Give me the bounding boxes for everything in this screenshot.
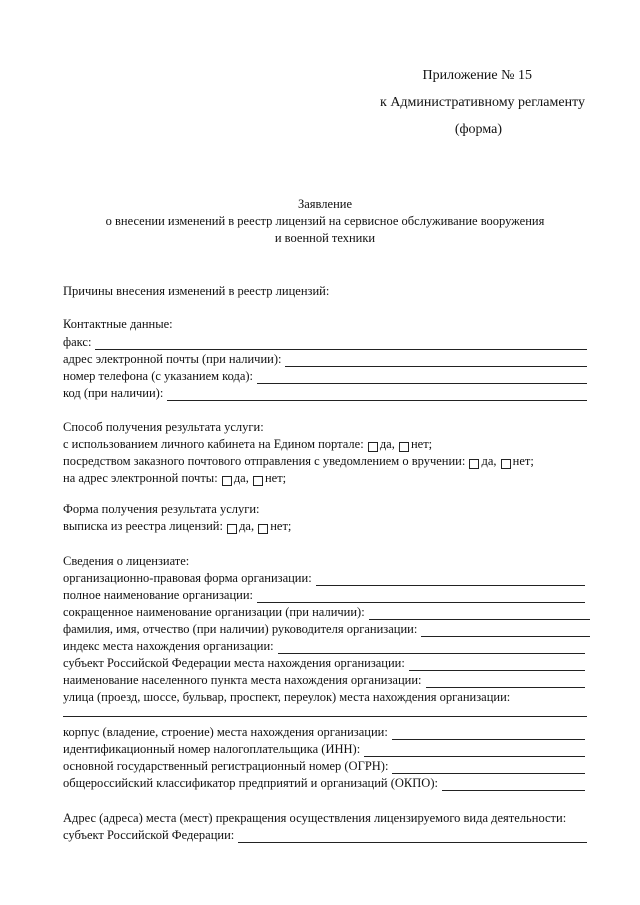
appendix-regulation: к Административному регламенту <box>380 95 585 110</box>
org-street-line[interactable] <box>63 716 587 717</box>
termination-region-line[interactable] <box>238 830 587 843</box>
code-line[interactable] <box>167 388 587 401</box>
phone-field[interactable] <box>63 368 587 384</box>
email-label: адрес электронной почты (при наличии): <box>63 352 282 366</box>
title-line-1: Заявление <box>297 197 352 211</box>
reasons-heading: Причины внесения изменений в реестр лицензий: <box>63 284 330 298</box>
method-option-mail: посредством заказного почтового отправления с уведомлением о вручении: да, нет; <box>63 454 534 468</box>
mail-no-checkbox[interactable] <box>501 459 511 469</box>
portal-no-checkbox[interactable] <box>399 442 409 452</box>
document-title <box>64 196 586 247</box>
form-result-extract: выписка из реестра лицензий: да, нет; <box>63 519 292 533</box>
org-okpo-field[interactable]: общероссийский классификатор предприятий и организаций (ОКПО): <box>63 775 585 791</box>
org-inn-line[interactable] <box>364 744 585 757</box>
extract-yes-checkbox[interactable] <box>227 524 237 534</box>
email-line[interactable] <box>285 354 587 367</box>
org-legal-form-field[interactable]: организационно-правовая форма организации: <box>63 570 585 586</box>
org-ogrn-line[interactable] <box>392 761 585 774</box>
org-locality-line[interactable] <box>426 675 585 688</box>
org-region-field[interactable]: субъект Российской Федерации места нахождения организации: <box>63 655 585 671</box>
licensee-heading: Сведения о лицензиате: <box>63 554 190 568</box>
org-full-name-line[interactable] <box>257 590 585 603</box>
org-short-name-line[interactable] <box>369 607 590 620</box>
code-label: код (при наличии): <box>63 386 164 400</box>
email-yes-checkbox[interactable] <box>222 476 232 486</box>
email-no-checkbox[interactable] <box>253 476 263 486</box>
contacts-heading: Контактные данные: <box>63 317 173 331</box>
org-building-line[interactable] <box>392 727 585 740</box>
org-region-line[interactable] <box>409 658 585 671</box>
phone-line[interactable] <box>257 371 587 384</box>
method-heading: Способ получения результата услуги: <box>63 420 264 434</box>
termination-region-field[interactable]: субъект Российской Федерации: <box>63 827 587 843</box>
fax-line[interactable] <box>95 337 587 350</box>
method-option-portal: с использованием личного кабинета на Едином портале: да, нет; <box>63 437 433 451</box>
form-label: (форма) <box>454 122 502 137</box>
title-line-2: о внесении изменений в реестр лицензий на сервисное обслуживание вооружения <box>105 214 545 228</box>
title-line-3: и военной техники <box>274 231 376 245</box>
org-ogrn-field[interactable]: основной государственный регистрационный номер (ОГРН): <box>63 758 585 774</box>
method-option-email: на адрес электронной почты: да, нет; <box>63 471 287 485</box>
appendix-number: Приложение № 15 <box>422 68 532 83</box>
org-head-name-line[interactable] <box>421 624 590 637</box>
email-field[interactable] <box>63 351 587 367</box>
portal-yes-checkbox[interactable] <box>368 442 378 452</box>
code-field[interactable] <box>63 385 587 401</box>
mail-yes-checkbox[interactable] <box>469 459 479 469</box>
phone-label: номер телефона (с указанием кода): <box>63 369 254 383</box>
extract-no-checkbox[interactable] <box>258 524 268 534</box>
org-postcode-field[interactable]: индекс места нахождения организации: <box>63 638 585 654</box>
org-locality-field[interactable]: наименование населенного пункта места нахождения организации: <box>63 672 585 688</box>
org-inn-field[interactable]: идентификационный номер налогоплательщика (ИНН): <box>63 741 585 757</box>
org-okpo-line[interactable] <box>442 778 585 791</box>
org-building-field[interactable]: корпус (владение, строение) места нахождения организации: <box>63 724 585 740</box>
termination-heading: Адрес (адреса) места (мест) прекращения осуществления лицензируемого вида деятельности: <box>63 811 567 825</box>
org-full-name-field[interactable]: полное наименование организации: <box>63 587 585 603</box>
org-street-field: улица (проезд, шоссе, бульвар, проспект, переулок) места нахождения организации: <box>63 690 511 704</box>
org-short-name-field[interactable]: сокращенное наименование организации (при наличии): <box>63 604 590 620</box>
org-legal-form-line[interactable] <box>316 573 585 586</box>
fax-label: факс: <box>63 335 92 349</box>
org-head-name-field[interactable]: фамилия, имя, отчество (при наличии) руководителя организации: <box>63 621 590 637</box>
fax-field[interactable] <box>63 334 587 350</box>
org-postcode-line[interactable] <box>278 641 585 654</box>
form-result-heading: Форма получения результата услуги: <box>63 502 260 516</box>
